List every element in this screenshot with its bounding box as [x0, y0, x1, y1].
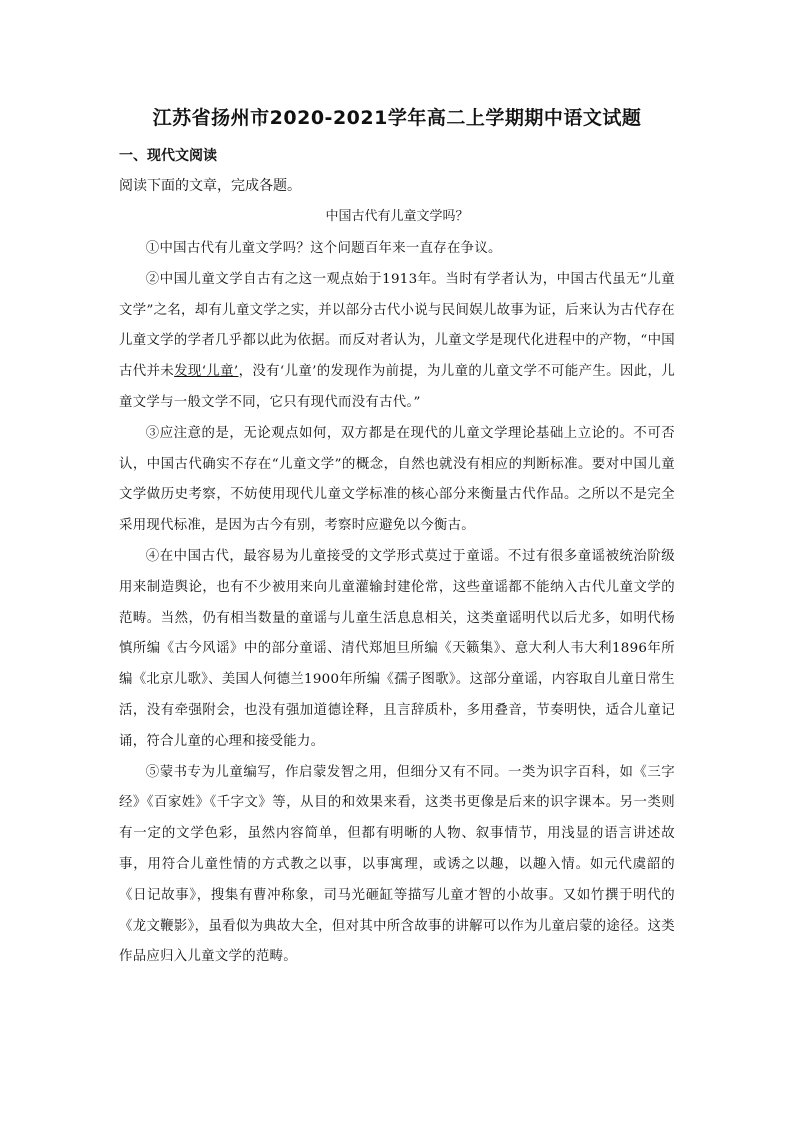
paragraph-2	[119, 265, 675, 419]
paragraph-5: ⑤蒙书专为儿童编写，作启蒙发智之用，但细分又有不同。一类为识字百科，如《三字经》《百家姓》《千字文》等，从目的和效果来看，这类书更像是后来的识字课本。另一类则有一定的文学色彩，虽然内容简单，但都有明晰的人物、叙事情节，用浅显的语言讲述故事，用符合儿童性情的方式教之以事，以事寓理，或诱之以趣，以趣入情。如元代虞韶的《日记故事》，搜集有曹冲称象，司马光砸缸等描写儿童才智的小故事。又如竹撰于明代的《龙文鞭影》，虽看似为典故大全，但对其中所含故事的讲解可以作为儿童启蒙的途径。这类作品应归入儿童文学的范畴。	[119, 764, 675, 965]
paragraph-4: ④在中国古代，最容易为儿童接受的文学形式莫过于童谣。不过有很多童谣被统治阶级用来制造舆论，也有不少被用来向儿童灌输封建伦常，这些童谣都不能纳入古代儿童文学的范畴。当然，仍有相当数量的童谣与儿童生活息息相关，这类童谣明代以后尤多，如明代杨慎所编《古今风谣》中的部分童谣、清代郑旭旦所编《天籁集》、意大利人韦大利1896年所编《北京儿歌》、美国人何德兰1900年所编《孺子图歌》。这部分童谣，内容取自儿童日常生活，没有牵强附会，也没有强加道德诠释，且言辞质朴，多用叠音，节奏明快，适合儿童记诵，符合儿童的心理和接受能力。	[119, 548, 675, 749]
underlined-phrase: 发现‘儿童’	[174, 364, 239, 380]
paragraph-2-text-a: ②中国儿童文学自古有之这一观点始于1913年。当时有学者认为，中国古代虽无“儿童文学”之名，却有儿童文学之实，并以部分古代小说与民间娱儿故事为证，后来认为古代存在儿童文学的学者几乎都以此为依据。而反对者认为，儿童文学是现代化进程中的产物，“中国古代并未	[119, 271, 675, 380]
section-heading: 一、现代文阅读	[119, 148, 217, 164]
document-title: 江苏省扬州市2020-2021学年高二上学期期中语文试题	[152, 107, 642, 129]
article-body	[119, 234, 675, 973]
paragraph-2-text-b: ，没有‘儿童’的发现作为前提，为儿童的儿童文学不可能产生。因此，儿童文学与一般文学不同，它只有现代而没有古代。”	[119, 364, 675, 410]
article-title: 中国古代有儿童文学吗？	[325, 209, 469, 224]
paragraph-1: ①中国古代有儿童文学吗？这个问题百年来一直存在争议。	[145, 241, 502, 256]
paragraph-3: ③应注意的是，无论观点如何，双方都是在现代的儿童文学理论基础上立论的。不可否认，中国古代确实不存在“儿童文学”的概念，自然也就没有相应的判断标准。要对中国儿童文学做历史考察，不妨使用现代儿童文学标准的核心部分来衡量古代作品。之所以不是完全采用现代标准，是因为古今有别，考察时应避免以今衡古。	[119, 425, 675, 534]
reading-instruction: 阅读下面的文章，完成各题。	[119, 178, 301, 194]
